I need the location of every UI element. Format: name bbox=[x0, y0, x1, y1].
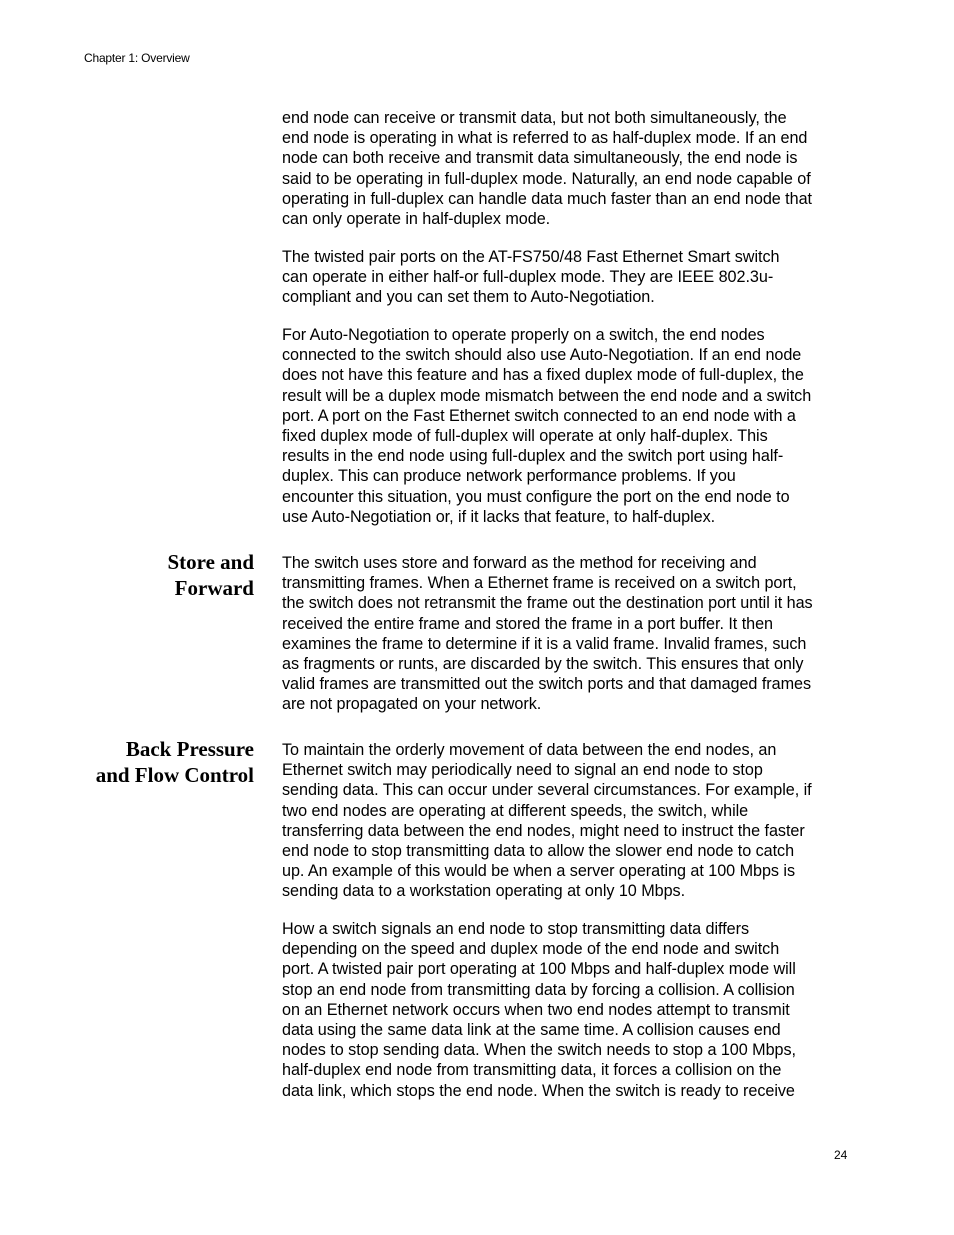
section-heading-store-and-forward: Store and Forward bbox=[167, 550, 254, 600]
page-number: 24 bbox=[834, 1148, 848, 1162]
body-paragraph: end node can receive or transmit data, but not both simultaneously, the end node is operating in what is referred to as half-duplex mode. If an end node can both receive and transmit data simultaneously, the end node is said to be operating in full-duplex mode. Naturally, an end node capable of operating in full-duplex can handle data much faster than an end node that can only operate in half-duplex mode. bbox=[282, 109, 812, 229]
running-header: Chapter 1: Overview bbox=[84, 51, 190, 65]
body-paragraph: The twisted pair ports on the AT-FS750/48 Fast Ethernet Smart switch can operate in either half-or full-duplex mode. They are IEEE 802.3u- compliant and you can set them to Auto-Negotiation. bbox=[282, 248, 780, 307]
body-paragraph: The switch uses store and forward as the method for receiving and transmitting frames. When a Ethernet frame is received on a switch port, the switch does not retransmit the frame out the destination port until it has received the entire frame and stored the frame in a port buffer. It then examines the frame to determine if it is a valid frame. Invalid frames, such as fragments or runts, are discarded by the switch. This ensures that only valid frames are transmitted out the switch ports and that damaged frames are not propagated on your network. bbox=[282, 554, 813, 714]
body-paragraph: To maintain the orderly movement of data between the end nodes, an Ethernet switch may periodically need to signal an end node to stop sending data. This can occur under several circumstances. For example, if two end nodes are operating at different speeds, the switch, while transferring data between the end nodes, might need to instruct the faster end node to stop transmitting data to allow the slower end node to catch up. An example of this would be when a server operating at 100 Mbps is sending data to a workstation operating at only 10 Mbps. bbox=[282, 741, 812, 901]
body-paragraph: For Auto-Negotiation to operate properly on a switch, the end nodes connected to the switch should also use Auto-Negotiation. If an end node does not have this feature and has a fixed duplex mode of full-duplex, the result will be a duplex mode mismatch between the end node and a switch port. A port on the Fast Ethernet switch connected to an end node with a fixed duplex mode of full-duplex will operate at only half-duplex. This results in the end node using full-duplex and the switch port using half- duplex. This can produce network performance problems. If you encounter this situation, you must configure the port on the end node to use Auto-Negotiation or, if it lacks that feature, to half-duplex. bbox=[282, 326, 812, 526]
section-heading-back-pressure: Back Pressure and Flow Control bbox=[95, 737, 254, 787]
body-paragraph: How a switch signals an end node to stop transmitting data differs depending on the speed and duplex mode of the end node and switch port. A twisted pair port operating at 100 Mbps and half-duplex mode will stop an end node from transmitting data by forcing a collision. A collision on an Ethernet network occurs when two end nodes attempt to transmit data using the same data link at the same time. A collision causes end nodes to stop sending data. When the switch needs to stop a 100 Mbps, half-duplex end node from transmitting data, it forces a collision on the data link, which stops the end node. When the switch is ready to receive bbox=[282, 920, 796, 1100]
